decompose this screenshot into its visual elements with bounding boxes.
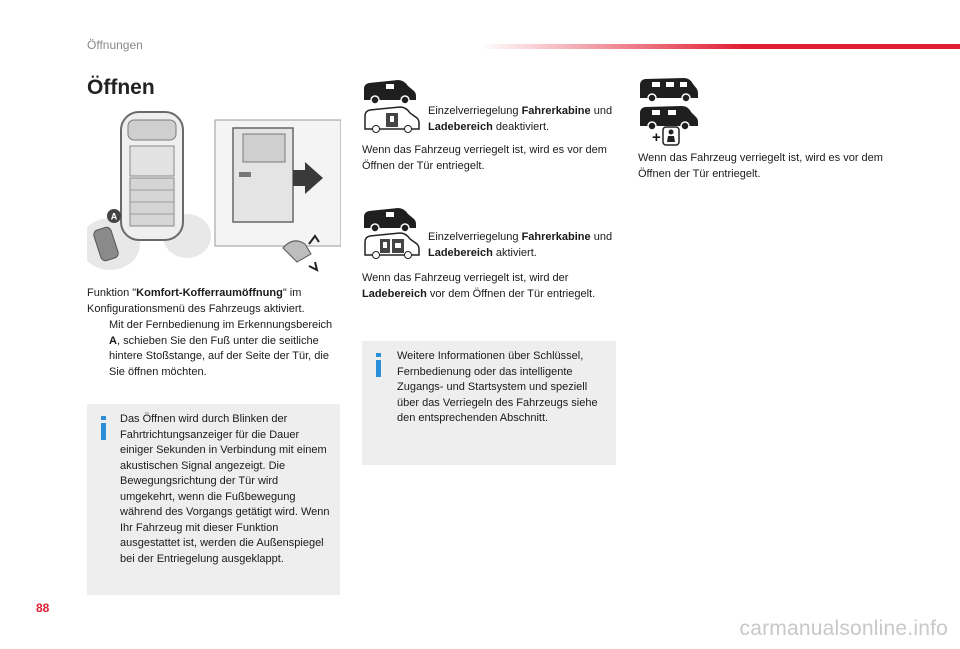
page-title: Öffnen — [87, 76, 155, 99]
info-icon — [99, 416, 108, 440]
van-icon-2 — [362, 206, 418, 233]
right-note: Wenn das Fahrzeug verriegelt ist, wird es vor dem Öffnen der Tür entriegelt. — [638, 152, 883, 180]
page-number: 88 — [36, 601, 50, 615]
info-icon — [374, 353, 383, 377]
section-label: Öffnungen — [87, 38, 143, 52]
watermark: carmanualsonline.info — [739, 617, 948, 640]
plus-sign: + — [652, 129, 661, 146]
locking-activated-note: Wenn das Fahrzeug verriegelt ist, wird der Ladebereich vor dem Öffnen der Tür entriegelt. — [362, 272, 596, 300]
intro-paragraph: Funktion "Komfort-Kofferraumöffnung" im Konfigurationsmenü des Fahrzeugs aktiviert. — [87, 287, 305, 315]
instruction-bullet: Mit der Fernbedienung im Erkennungsbereich A, schieben Sie den Fuß unter die seitliche hintere Stoßstange, auf der Seite der Tür, die Sie öffnen möchten. — [109, 319, 333, 378]
locking-deactivated-note: Wenn das Fahrzeug verriegelt ist, wird es vor dem Öffnen der Tür entriegelt. — [362, 144, 607, 172]
callout-a-label: A — [110, 211, 118, 222]
passenger-seat-icon — [662, 126, 680, 146]
locking-deactivated-text: Einzelverriegelung Fahrerkabine und Ladebereich deaktiviert. — [428, 105, 613, 133]
info-box-middle: Weitere Informationen über Schlüssel, Fernbedienung oder das intelligente Zugangs- und Startsystem und speziell über das Verriegeln des Fahrzeugs siehe den entsprechenden Abschnitt. — [362, 341, 616, 465]
van-icon-1 — [362, 78, 418, 105]
minibus-icon — [638, 76, 700, 103]
van-lock-icon-1 — [362, 104, 422, 134]
header-accent-bar — [480, 44, 960, 49]
info-box-left: Das Öffnen wird durch Blinken der Fahrtrichtungsanzeiger für die Dauer einiger Sekunden in Verbindung mit einem akustischen Signal angezeigt. Die Bewegungsrichtung der Tür wird umgekehrt, wenn die Fußbewegung während des Vorgangs getätigt wird. Wenn Ihr Fahrzeug mit dieser Funktion ausgestattet ist, werden die Außenspiegel bei der Entriegelung ausgeklappt. — [87, 404, 340, 595]
van-lock-icon-2 — [362, 230, 422, 260]
locking-activated-text: Einzelverriegelung Fahrerkabine und Ladebereich aktiviert. — [428, 231, 613, 259]
foot-opening-illustration — [87, 106, 341, 274]
